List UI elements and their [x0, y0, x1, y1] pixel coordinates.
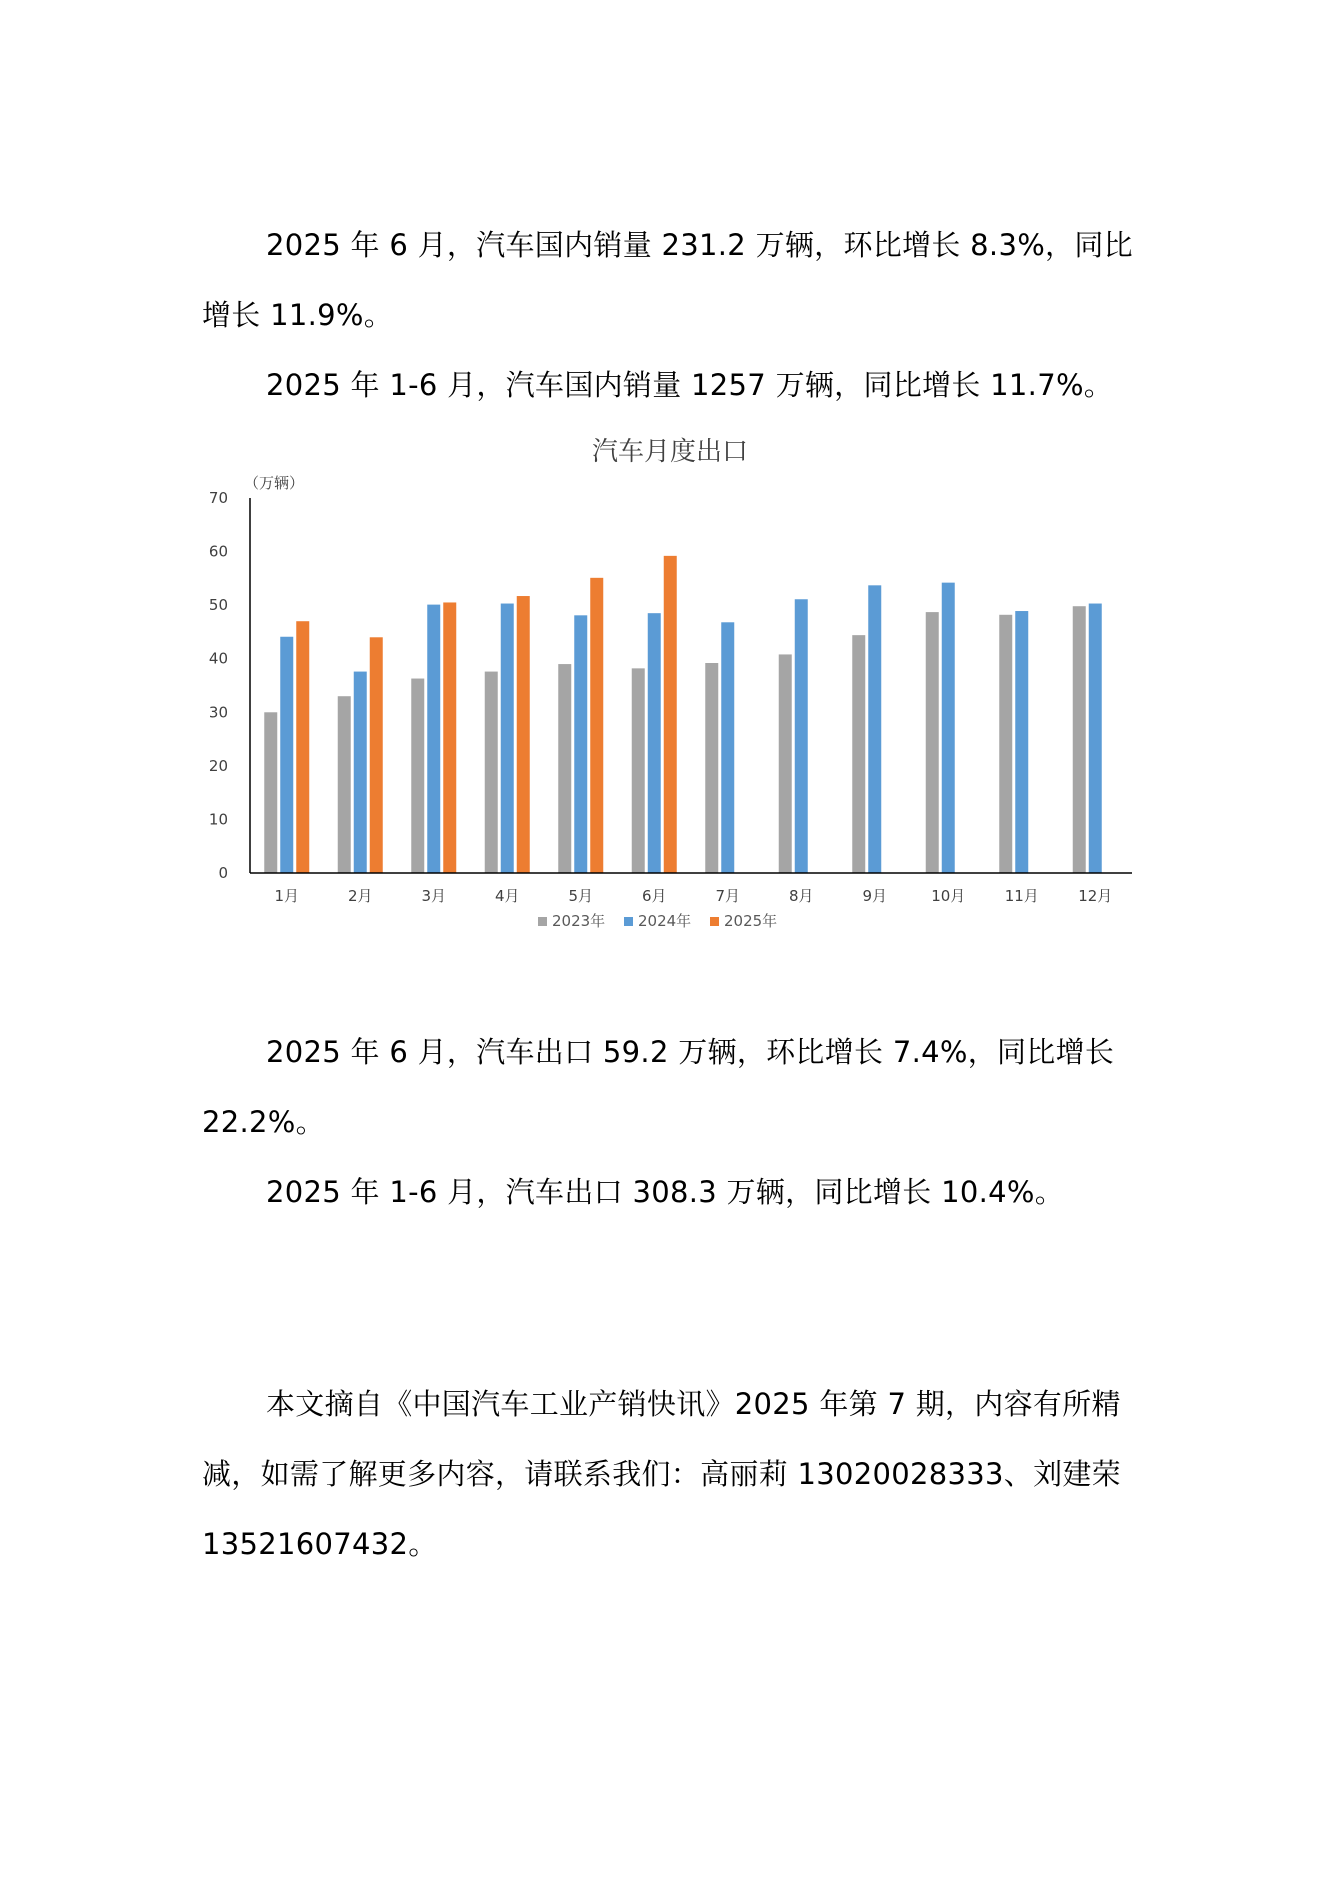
- x-tick-label: 3月: [421, 887, 447, 905]
- paragraph-export-june: 2025 年 6 月，汽车出口 59.2 万辆，环比增长 7.4%，同比增长 22.2%。: [202, 1035, 1115, 1139]
- bar-2023年-7月: [705, 663, 718, 873]
- x-tick-label: 12月: [1078, 887, 1113, 905]
- bar-2023年-1月: [264, 712, 277, 873]
- legend-swatch-2023年: [538, 917, 547, 926]
- legend-label: 2025年: [724, 912, 778, 930]
- bar-2023年-8月: [779, 654, 792, 873]
- y-tick-label: 0: [218, 864, 228, 882]
- bar-2023年-5月: [558, 664, 571, 873]
- bar-2025年-5月: [590, 578, 603, 873]
- bar-2024年-11月: [1015, 611, 1028, 873]
- y-tick-label: 10: [208, 810, 228, 829]
- x-tick-label: 10月: [931, 887, 966, 905]
- bar-2023年-3月: [411, 679, 424, 873]
- y-tick-label: 60: [208, 542, 228, 561]
- x-tick-label: 2月: [347, 887, 373, 905]
- bar-2023年-12月: [1073, 606, 1086, 873]
- y-tick-label: 70: [208, 489, 228, 507]
- bar-2024年-7月: [721, 622, 734, 873]
- y-tick-label: 20: [208, 756, 228, 775]
- legend-label: 2023年: [552, 912, 606, 930]
- y-tick-label: 40: [208, 649, 228, 668]
- y-tick-label: 50: [208, 596, 228, 615]
- x-tick-label: 1月: [274, 887, 300, 905]
- paragraph-domestic-h1: 2025 年 1-6 月，汽车国内销量 1257 万辆，同比增长 11.7%。: [266, 368, 1114, 402]
- bar-2025年-2月: [370, 637, 383, 873]
- chart-title: 汽车月度出口: [591, 437, 749, 467]
- x-tick-label: 9月: [862, 887, 888, 905]
- x-tick-label: 8月: [788, 887, 814, 905]
- bar-2024年-6月: [648, 613, 661, 873]
- bar-2024年-12月: [1089, 604, 1102, 873]
- legend: [538, 912, 777, 930]
- bar-2024年-9月: [868, 585, 881, 873]
- paragraph-export-h1: 2025 年 1-6 月，汽车出口 308.3 万辆，同比增长 10.4%。: [266, 1175, 1065, 1209]
- y-tick-label: 30: [208, 703, 228, 722]
- bar-2023年-11月: [999, 615, 1012, 873]
- bar-2025年-4月: [517, 596, 530, 873]
- bar-2023年-10月: [926, 612, 939, 873]
- bar-2025年-6月: [664, 556, 677, 873]
- bar-2024年-8月: [795, 599, 808, 873]
- legend-swatch-2025年: [710, 917, 719, 926]
- x-tick-label: 7月: [715, 887, 741, 905]
- bar-2023年-4月: [485, 672, 498, 873]
- bar-2023年-6月: [632, 668, 645, 873]
- x-tick-label: 11月: [1004, 887, 1039, 905]
- bar-2024年-3月: [427, 605, 440, 873]
- bar-2025年-3月: [443, 602, 456, 873]
- y-axis: [209, 489, 250, 882]
- x-tick-label: 5月: [568, 887, 594, 905]
- chart-unit-label: （万辆）: [244, 474, 305, 492]
- legend-swatch-2024年: [624, 917, 633, 926]
- legend-label: 2024年: [638, 912, 692, 930]
- paragraph-domestic-june: 2025 年 6 月，汽车国内销量 231.2 万辆，环比增长 8.3%，同比增长 11.9%。: [202, 228, 1133, 332]
- bars: [264, 556, 1102, 873]
- bar-2025年-1月: [296, 621, 309, 873]
- bar-2023年-9月: [852, 635, 865, 873]
- bar-2024年-4月: [501, 604, 514, 873]
- x-tick-label: 4月: [494, 887, 520, 905]
- x-tick-label: 6月: [641, 887, 667, 905]
- x-axis: [250, 873, 1132, 905]
- bar-2024年-2月: [354, 672, 367, 873]
- bar-2024年-5月: [574, 615, 587, 873]
- bar-2024年-10月: [942, 583, 955, 873]
- paragraph-source-contact: 本文摘自《中国汽车工业产销快讯》2025 年第 7 期，内容有所精减，如需了解更多内容，请联系我们：高丽莉 13020028333、刘建荣 13521607432。: [202, 1387, 1121, 1561]
- bar-2024年-1月: [280, 637, 293, 873]
- bar-2023年-2月: [338, 696, 351, 873]
